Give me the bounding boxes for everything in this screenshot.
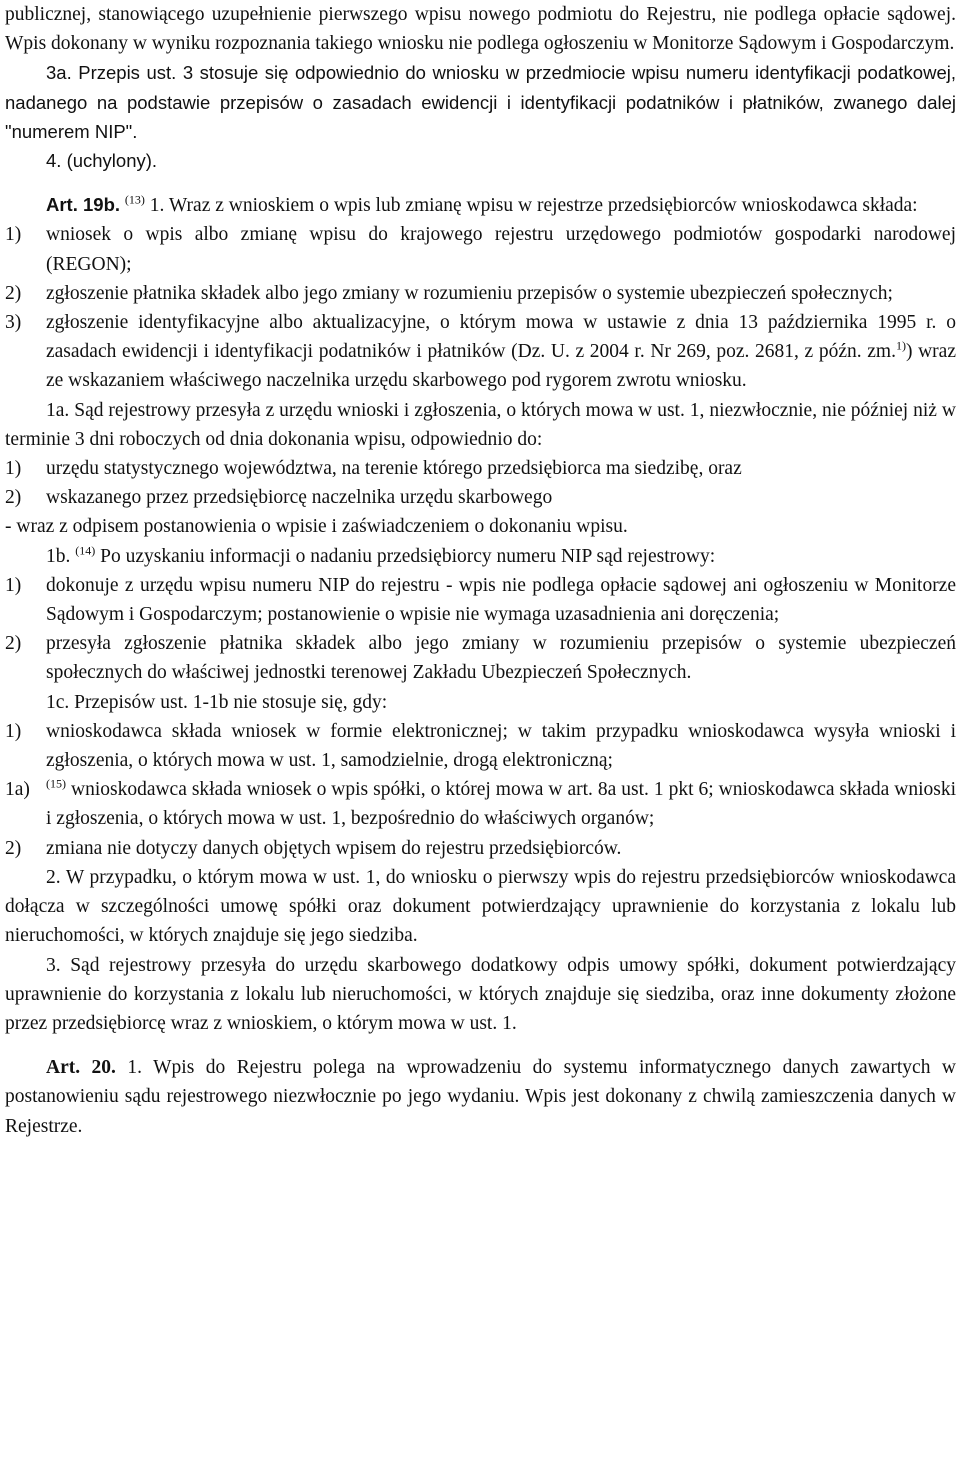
list-item-number: 1a) <box>5 779 30 801</box>
art-20-heading: Art. 20. <box>46 1057 116 1079</box>
list-item-number: 1) <box>5 574 22 596</box>
list-item-number: 3) <box>5 312 22 334</box>
art-19b-paragraph-1 <box>5 190 956 220</box>
list-item <box>5 279 956 308</box>
art-19b-paragraph-1a: 1a. Sąd rejestrowy przesyła z urzędu wnioski i zgłoszenia, o których mowa w ust. 1, niezwłocznie, nie później niż w terminie 3 dni roboczych od dnia dokonania wpisu, odpowiednio do: <box>5 399 956 450</box>
item-3-text-a: zgłoszenie identyfikacyjne albo aktualizacyjne, o którym mowa w ustawie z dnia 13 października 1995 r. o zasadach ewidencji i identyfikacji podatników i płatników (Dz. U. z 2004 r. Nr 269, poz. 2681, z późn. zm. <box>46 312 956 363</box>
footnote-13: (13) <box>124 192 145 207</box>
paragraph-1a-tail: - wraz z odpisem postanowienia o wpisie i zaświadczeniem o dokonaniu wpisu. <box>5 516 628 538</box>
list-item-number: 1) <box>5 224 22 246</box>
list-item-text: zmiana nie dotyczy danych objętych wpisem do rejestru przedsiębiorców. <box>46 837 622 859</box>
art-19b-paragraph-2: 2. W przypadku, o którym mowa w ust. 1, do wniosku o pierwszy wpis do rejestru przedsiębiorców wnioskodawca dołącza w szczególności umowę spółki oraz dokument potwierdzający uprawnienie do korzystania z lokalu lub nieruchomości, w których znajduje się jego siedziba. <box>5 866 956 947</box>
art-19b-p1-text: 1. Wraz z wnioskiem o wpis lub zmianę wpisu w rejestrze przedsiębiorców wnioskodawca składa: <box>149 195 918 217</box>
p1b-text: Po uzyskaniu informacji o nadaniu przedsiębiorcy numeru NIP sąd rejestrowy: <box>100 545 716 567</box>
footnote-1: 1) <box>895 338 906 353</box>
list-item-number: 2) <box>5 282 22 304</box>
paragraph-3a: 3a. Przepis ust. 3 stosuje się odpowiednio do wniosku w przedmiocie wpisu numeru identyfikacji podatkowej, nadanego na podstawie przepisów o zasadach ewidencji i identyfikacji podatników i płatników, zwanego dalej "numerem NIP". <box>5 62 956 142</box>
list-item-text: wniosek o wpis albo zmianę wpisu do krajowego rejestru urzędowego podmiotów gospodarki narodowej (REGON); <box>46 224 956 275</box>
list-item-number: 2) <box>5 633 22 655</box>
list-item-text <box>46 308 956 396</box>
list-item-number: 2) <box>5 837 22 859</box>
list-item <box>5 454 956 483</box>
spacer <box>5 175 956 190</box>
art-19b-heading: Art. 19b. <box>46 194 121 216</box>
list-item-number: 2) <box>5 487 22 509</box>
spacer <box>5 1038 956 1053</box>
list-item-number: 1) <box>5 458 22 480</box>
art-19b-paragraph-3: 3. Sąd rejestrowy przesyła do urzędu skarbowego dodatkowy odpis umowy spółki, dokument potwierdzający uprawnienie do korzystania z lokalu lub nieruchomości, w których znajduje się siedziba, oraz inne dokumenty złożone przez przedsiębiorcę wraz z wnioskiem, o którym mowa w ust. 1. <box>5 954 956 1034</box>
list-item <box>5 834 956 863</box>
paragraph-intro: publicznej, stanowiącego uzupełnienie pierwszego wpisu nowego podmiotu do Rejestru, nie podlega opłacie sądowej. Wpis dokonany w wyniku rozpoznania takiego wniosku nie podlega ogłoszeniu w Monitorze Sądowym i Gospodarczym. <box>5 4 956 55</box>
art-19b-paragraph-1b <box>5 542 956 571</box>
art-20-p1-text: 1. Wpis do Rejestru polega na wprowadzeniu do systemu informatycznego danych zawartych w postanowieniu sądu rejestrowego niezwłocznie po jego wydaniu. Wpis jest dokonany z chwilą zamieszczenia danych w Rejestrze. <box>5 1057 956 1137</box>
footnote-14: (14) <box>75 543 96 558</box>
list-item-text: wskazanego przez przedsiębiorcę naczelnika urzędu skarbowego <box>46 487 553 509</box>
list-item-text <box>46 775 956 833</box>
list-item-text: urzędu statystycznego województwa, na terenie którego przedsiębiorca ma siedzibę, oraz <box>46 458 742 480</box>
art-19b-paragraph-1c: 1c. Przepisów ust. 1-1b nie stosuje się, gdy: <box>46 691 388 713</box>
list-item <box>5 308 956 396</box>
list-item <box>5 483 956 512</box>
list-item-text: wnioskodawca składa wniosek w formie elektronicznej; w takim przypadku wnioskodawca wysyła wnioski i zgłoszenia, o których mowa w ust. 1, samodzielnie, drogą elektroniczną; <box>46 720 956 772</box>
item-1a-text: wnioskodawca składa wniosek o wpis spółki, o której mowa w art. 8a ust. 1 pkt 6; wnioskodawca składa wnioski i zgłoszenia, o których mowa w ust. 1, bezpośrednio do właściwych organów; <box>46 779 957 830</box>
list-item-text: przesyła zgłoszenie płatnika składek albo jego zmiany w rozumieniu przepisów o systemie ubezpieczeń społecznych do właściwej jednostki terenowej Zakładu Ubezpieczeń Społecznych. <box>46 633 956 684</box>
list-item-text: dokonuje z urzędu wpisu numeru NIP do rejestru - wpis nie podlega opłacie sądowej ani ogłoszeniu w Monitorze Sądowym i Gospodarczym; postanowienie o wpisie nie wymaga uzasadnienia ani doręczenia; <box>46 574 956 626</box>
list-item <box>5 629 956 687</box>
list-item <box>5 775 956 833</box>
list-item-text: zgłoszenie płatnika składek albo jego zmiany w rozumieniu przepisów o systemie ubezpieczeń społecznych; <box>46 282 893 304</box>
footnote-15: (15) <box>46 776 66 791</box>
p1b-label: 1b. <box>46 545 71 567</box>
art-20-paragraph-1 <box>5 1053 956 1141</box>
item-3-text-b: ) wraz ze wskazaniem właściwego naczelnika urzędu skarbowego pod rygorem zwrotu wniosku. <box>46 341 956 392</box>
paragraph-4: 4. (uchylony). <box>46 150 158 172</box>
list-item <box>5 220 956 278</box>
list-item <box>5 571 956 629</box>
list-item-number: 1) <box>5 720 22 742</box>
list-item <box>5 717 956 775</box>
